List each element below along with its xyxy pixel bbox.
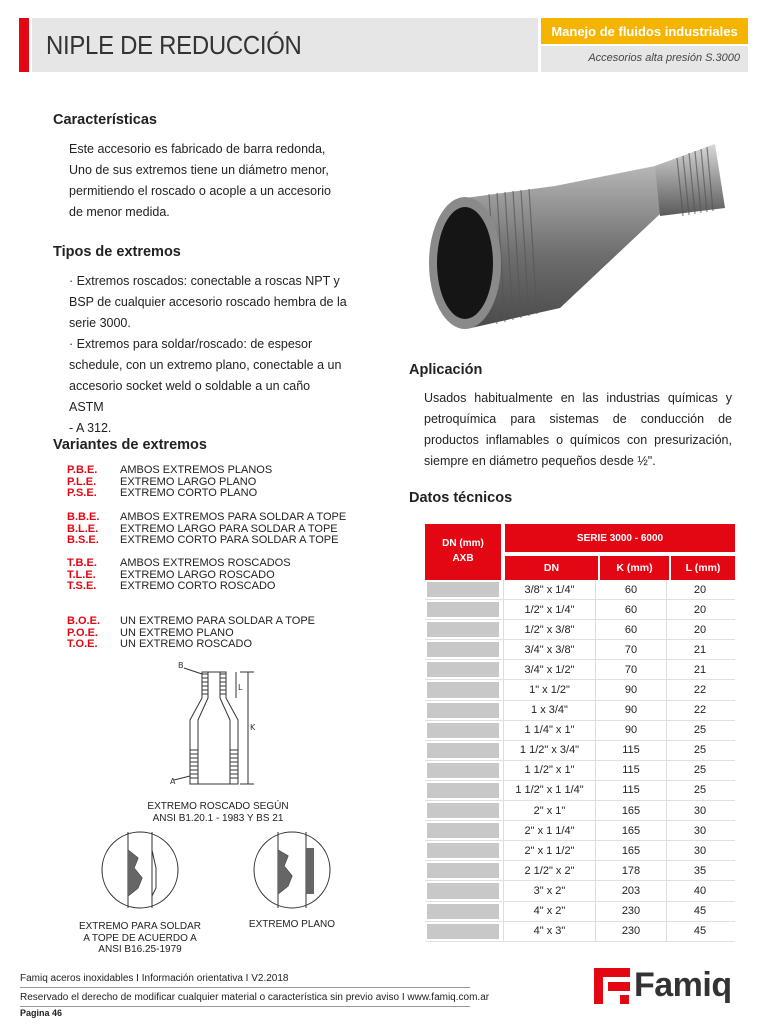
text-line: de menor medida.: [69, 205, 170, 219]
table-row: [425, 861, 735, 881]
subtitle: Accesorios alta presión S.3000: [588, 52, 740, 64]
axb-cell: [427, 883, 499, 898]
axb-cell: [427, 682, 499, 697]
variant-row: [67, 512, 346, 524]
plain-end-drawing: [252, 828, 332, 912]
caption-roscado: [118, 801, 318, 824]
variant-desc: EXTREMO CORTO PARA SOLDAR A TOPE: [120, 534, 339, 547]
table-row: [425, 761, 735, 781]
cell-k: 60: [596, 580, 667, 599]
footer-divider: [20, 1006, 470, 1007]
axb-cell: [427, 803, 499, 818]
text-line: Usados habitualmente en las industrias químicas y: [424, 391, 732, 405]
variant-row: [67, 639, 315, 651]
axb-cell: [427, 662, 499, 677]
caption-line: EXTREMO ROSCADO SEGÚN: [147, 801, 289, 812]
variant-code: B.L.E.: [67, 522, 99, 535]
variant-code: T.B.E.: [67, 557, 97, 569]
axb-cell: [427, 763, 499, 778]
header-dn-mm: [425, 524, 501, 580]
variant-desc: AMBOS EXTREMOS ROSCADOS: [120, 557, 291, 569]
table-row: [425, 801, 735, 821]
cell-dn: 2" x 1 1/2": [503, 841, 596, 860]
cell-l: 45: [693, 905, 707, 918]
cell-k: 90: [596, 680, 667, 699]
table-row: [425, 741, 735, 761]
aplicacion-text: [424, 388, 732, 451]
caption-line: EXTREMO PARA SOLDAR: [78, 921, 202, 932]
tech-data-table: [425, 524, 735, 942]
variant-row: [67, 535, 346, 547]
page-number: Pagina 46: [20, 1008, 63, 1018]
cell-k: 230: [596, 902, 667, 921]
variant-code: P.S.E.: [67, 487, 97, 500]
cell-k: 115: [596, 761, 667, 780]
cell-dn: 4" x 3": [503, 922, 596, 941]
text-line: petroquímica para sistemas de conducción de: [424, 412, 732, 426]
text-line: · Extremos roscados: conectable a roscas NPT y: [69, 274, 340, 288]
variant-code: P.L.E.: [67, 475, 97, 488]
text-line: Uno de sus extremos tiene un diámetro menor,: [69, 163, 329, 177]
header-cols: [505, 556, 735, 580]
cell-l: 25: [693, 724, 707, 737]
weld-end-drawing: [98, 828, 182, 912]
axb-cell: [427, 743, 499, 758]
text-line: Este accesorio es fabricado de barra redonda,: [69, 142, 326, 156]
variant-desc: UN EXTREMO PLANO: [120, 626, 234, 639]
axb-cell: [427, 823, 499, 838]
cell-dn: 2" x 1 1/4": [503, 821, 596, 840]
cell-k: 70: [596, 640, 667, 659]
cell-k: 90: [596, 721, 667, 740]
variant-code: T.S.E.: [67, 580, 97, 593]
cell-k: 230: [596, 922, 667, 941]
table-body: [425, 580, 735, 942]
famiq-logo-text: Famiq: [634, 966, 732, 1004]
page-title: NIPLE DE REDUCCIÓN: [46, 30, 302, 60]
variant-desc: AMBOS EXTREMOS PARA SOLDAR A TOPE: [120, 511, 347, 523]
drawing-label-l: L: [238, 683, 243, 692]
drawing-label-a: A: [170, 777, 176, 786]
text-line: serie 3000.: [69, 316, 131, 330]
cell-k: 70: [596, 660, 667, 679]
variant-group: [67, 558, 291, 593]
heading-tipos: Tipos de extremos: [53, 244, 181, 260]
variant-row: [67, 581, 291, 593]
table-row: [425, 781, 735, 801]
table-row: [425, 821, 735, 841]
axb-cell: [427, 924, 499, 939]
cell-dn: 1 1/2" x 1 1/4": [503, 781, 596, 800]
cell-l: 20: [693, 623, 707, 636]
cell-l: 40: [693, 884, 707, 897]
heading-variantes: Variantes de extremos: [53, 437, 207, 453]
drawing-label-k: K: [250, 723, 256, 732]
axb-cell: [427, 783, 499, 798]
header-serie: SERIE 3000 - 6000: [505, 524, 735, 552]
variant-desc: EXTREMO LARGO ROSCADO: [120, 568, 275, 581]
cell-l: 25: [693, 764, 707, 777]
heading-aplicacion: Aplicación: [409, 362, 483, 378]
cell-k: 165: [596, 841, 667, 860]
variant-desc: EXTREMO CORTO PLANO: [120, 487, 258, 500]
caption-line: ANSI B16.25-1979: [98, 944, 182, 955]
cell-l: 35: [693, 864, 707, 877]
table-row: [425, 902, 735, 922]
threaded-end-drawing: [160, 658, 270, 794]
cell-k: 203: [596, 881, 667, 900]
category-badge: Manejo de fluidos industriales: [541, 18, 748, 44]
famiq-logo-icon: [594, 968, 632, 1006]
cell-l: 45: [693, 925, 707, 938]
text-line: BSP de cualquier accesorio roscado hembra de la: [69, 295, 347, 309]
variant-desc: EXTREMO LARGO PARA SOLDAR A TOPE: [120, 522, 338, 535]
cell-l: 30: [693, 804, 707, 817]
tipos-text: [69, 271, 347, 439]
cell-k: 60: [596, 620, 667, 639]
cell-l: 22: [693, 704, 707, 717]
table-row: [425, 580, 735, 600]
header-col-dn: DN: [505, 556, 598, 580]
variant-code: T.O.E.: [67, 638, 98, 651]
aplicacion-last-line: siempre en diámetro pequeños desde ½".: [424, 454, 656, 468]
table-row: [425, 721, 735, 741]
table-row: [425, 660, 735, 680]
variant-code: B.S.E.: [67, 534, 99, 547]
text-line: productos inflamables o químicos con presurización,: [424, 433, 732, 447]
cell-dn: 1/2" x 1/4": [503, 600, 596, 619]
cell-l: 30: [693, 824, 707, 837]
axb-cell: [427, 602, 499, 617]
caption-line: ANSI B1.20.1 - 1983 Y BS 21: [152, 812, 284, 824]
cell-dn: 2 1/2" x 2": [503, 861, 596, 880]
table-row: [425, 841, 735, 861]
table-row: [425, 701, 735, 721]
variant-code: P.B.E.: [67, 464, 98, 476]
cell-l: 21: [693, 663, 707, 676]
table-row: [425, 922, 735, 942]
cell-dn: 2" x 1": [503, 801, 596, 820]
axb-cell: [427, 843, 499, 858]
variant-desc: UN EXTREMO ROSCADO: [120, 638, 253, 651]
cell-dn: 1 x 3/4": [503, 701, 596, 720]
table-header: [425, 524, 735, 580]
axb-cell: [427, 723, 499, 738]
cell-l: 25: [693, 744, 707, 757]
cell-dn: 1" x 1/2": [503, 680, 596, 699]
variant-desc: AMBOS EXTREMOS PLANOS: [120, 464, 273, 476]
axb-cell: [427, 582, 499, 597]
variant-code: B.O.E.: [67, 615, 101, 627]
variant-code: B.B.E.: [67, 511, 100, 523]
header-col-k: K (mm): [600, 556, 669, 580]
text-line: schedule, con un extremo plano, conectable a un: [69, 358, 342, 372]
text-line: · Extremos para soldar/roscado: de espesor: [69, 337, 313, 351]
cell-dn: 3/4" x 3/8": [503, 640, 596, 659]
cell-dn: 4" x 2": [503, 902, 596, 921]
cell-l: 20: [693, 603, 707, 616]
text-line: - A 312.: [69, 421, 112, 435]
variant-row: [67, 465, 272, 477]
table-row: [425, 640, 735, 660]
variant-row: [67, 488, 272, 500]
cell-l: 20: [693, 583, 707, 596]
footer-info: Famiq aceros inoxidables I Información orientativa I V2.2018: [20, 973, 289, 984]
cell-k: 178: [596, 861, 667, 880]
axb-cell: [427, 904, 499, 919]
header-accent-bar: [19, 18, 29, 72]
variant-group: [67, 616, 315, 651]
caption-plano: EXTREMO PLANO: [248, 919, 336, 930]
variant-desc: EXTREMO CORTO ROSCADO: [120, 580, 276, 593]
cell-k: 60: [596, 600, 667, 619]
cell-l: 21: [693, 643, 707, 656]
cell-dn: 3/4" x 1/2": [503, 660, 596, 679]
cell-l: 22: [693, 684, 707, 697]
text-line: accesorio socket weld o soldable a un caño ASTM: [69, 379, 311, 414]
cell-dn: 3/8" x 1/4": [503, 580, 596, 599]
variant-code: T.L.E.: [67, 568, 96, 581]
caption-soldar: [60, 921, 220, 956]
text-line: permitiendo el roscado o acople a un accesorio: [69, 184, 331, 198]
cell-dn: 1 1/2" x 1": [503, 761, 596, 780]
footer-divider: [20, 987, 470, 988]
cell-k: 90: [596, 701, 667, 720]
cell-dn: 1 1/4" x 1": [503, 721, 596, 740]
axb-cell: [427, 703, 499, 718]
cell-k: 165: [596, 821, 667, 840]
heading-caracteristicas: Características: [53, 112, 157, 128]
cell-l: 25: [693, 784, 707, 797]
heading-datos: Datos técnicos: [409, 490, 513, 506]
variant-group: [67, 512, 346, 547]
header-col-l: L (mm): [671, 556, 735, 580]
table-row: [425, 620, 735, 640]
variant-row: [67, 616, 315, 628]
cell-dn: 3" x 2": [503, 881, 596, 900]
header-dn-line: DN (mm): [442, 538, 484, 549]
caracteristicas-text: [69, 139, 347, 223]
table-row: [425, 881, 735, 901]
footer-disclaimer: Reservado el derecho de modificar cualquier material o característica sin previo aviso I www.famiq.com.ar: [20, 992, 490, 1003]
header-right: [505, 524, 735, 580]
axb-cell: [427, 642, 499, 657]
variant-group: [67, 465, 272, 500]
cell-dn: 1 1/2" x 3/4": [503, 741, 596, 760]
caption-line: A TOPE DE ACUERDO A: [83, 932, 197, 944]
cell-k: 165: [596, 801, 667, 820]
variant-code: P.O.E.: [67, 626, 98, 639]
axb-cell: [427, 622, 499, 637]
cell-l: 30: [693, 844, 707, 857]
axb-cell: [427, 863, 499, 878]
variant-desc: EXTREMO LARGO PLANO: [120, 475, 257, 488]
drawing-label-b: B: [178, 661, 184, 670]
header-dn-line: AXB: [452, 553, 474, 564]
variant-desc: UN EXTREMO PARA SOLDAR A TOPE: [120, 615, 316, 627]
cell-k: 115: [596, 741, 667, 760]
variant-row: [67, 558, 291, 570]
cell-dn: 1/2" x 3/8": [503, 620, 596, 639]
product-image: [415, 138, 745, 338]
table-row: [425, 680, 735, 700]
table-row: [425, 600, 735, 620]
cell-k: 115: [596, 781, 667, 800]
